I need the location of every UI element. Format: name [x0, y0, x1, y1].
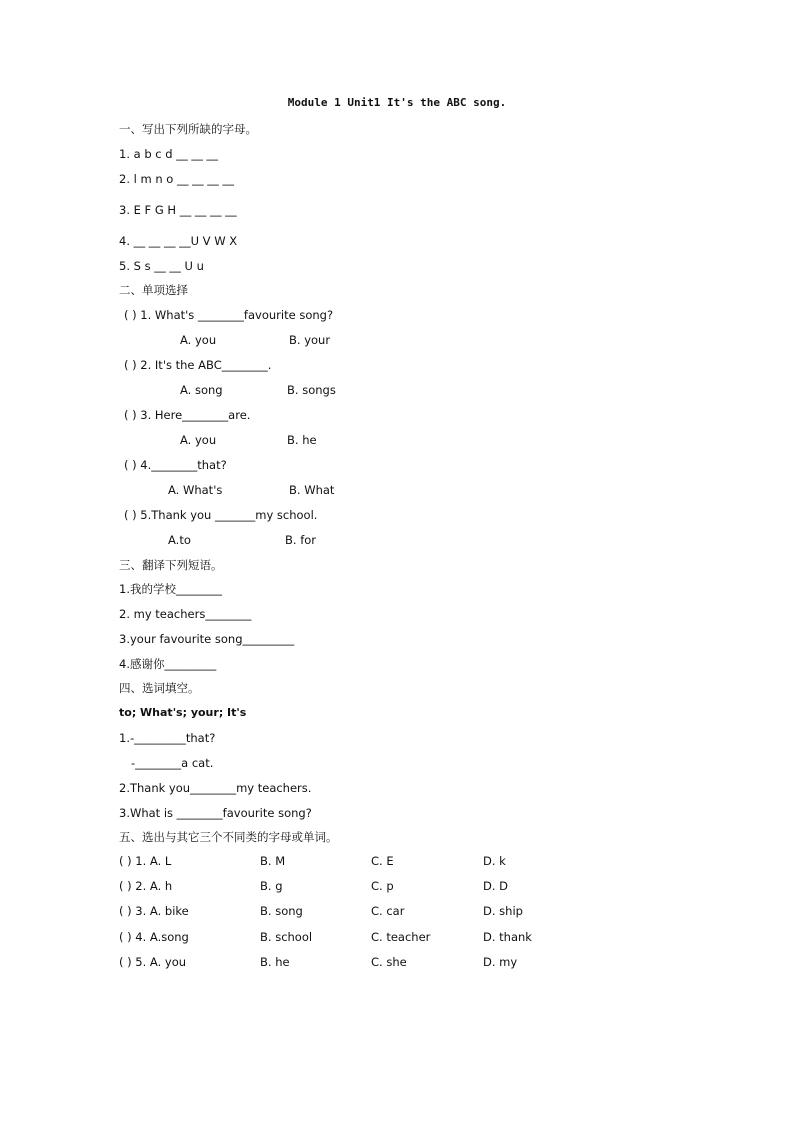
s2-q3-option-a: A. you — [180, 433, 217, 447]
section3-heading: 三、翻译下列短语。 — [119, 558, 223, 572]
s5-row4-option-c: C. teacher — [371, 930, 431, 944]
s2-q4-option-a: A. What's — [168, 483, 223, 497]
s5-row1-option-c: C. E — [371, 854, 394, 868]
s3-question-3: 3.your favourite song_________ — [119, 632, 295, 646]
s5-row3-option-c: C. car — [371, 904, 405, 918]
s3-question-1: 1.我的学校________ — [119, 582, 222, 596]
s3-question-2: 2. my teachers________ — [119, 607, 252, 621]
s5-row1-option-d: D. k — [483, 854, 506, 868]
s2-q4-option-b: B. What — [289, 483, 335, 497]
s5-row2-option-d: D. D — [483, 879, 509, 893]
s4-word-bank: to; What's; your; It's — [119, 706, 247, 719]
s5-row5-option-b: B. he — [260, 955, 290, 969]
s1-question-2: 2. l m n o __ __ __ __ — [119, 172, 234, 186]
s2-q5-option-a: A.to — [168, 533, 191, 547]
s5-row5-option-c: C. she — [371, 955, 407, 969]
s2-q1-option-a: A. you — [180, 333, 217, 347]
s5-row1-option-b: B. M — [260, 854, 286, 868]
section4-heading: 四、选词填空。 — [119, 681, 200, 695]
s5-row5-option-a: ( ) 5. A. you — [119, 955, 187, 969]
section2-heading: 二、单项选择 — [119, 283, 188, 297]
s4-question-2: 2.Thank you________my teachers. — [119, 781, 312, 795]
s5-row5-option-d: D. my — [483, 955, 518, 969]
s5-row2-option-a: ( ) 2. A. h — [119, 879, 173, 893]
section5-heading: 五、选出与其它三个不同类的字母或单词。 — [119, 830, 338, 844]
s2-q3-option-b: B. he — [287, 433, 317, 447]
s5-row4-option-a: ( ) 4. A.song — [119, 930, 189, 944]
s2-q2-option-b: B. songs — [287, 383, 336, 397]
s2-question-1: ( ) 1. What's ________favourite song? — [124, 308, 334, 322]
s2-q2-option-a: A. song — [180, 383, 223, 397]
s5-row3-option-a: ( ) 3. A. bike — [119, 904, 189, 918]
s4-question-1-reply: -________a cat. — [131, 756, 214, 770]
s5-row4-option-d: D. thank — [483, 930, 532, 944]
s5-row4-option-b: B. school — [260, 930, 313, 944]
s1-question-5: 5. S s __ __ U u — [119, 259, 204, 273]
s2-q5-option-b: B. for — [285, 533, 317, 547]
s1-question-1: 1. a b c d __ __ __ — [119, 147, 219, 161]
s2-q1-option-b: B. your — [289, 333, 331, 347]
s5-row3-option-b: B. song — [260, 904, 303, 918]
s2-question-3: ( ) 3. Here________are. — [124, 408, 251, 422]
s1-question-3: 3. E F G H __ __ __ __ — [119, 203, 237, 217]
s5-row2-option-b: B. g — [260, 879, 283, 893]
s2-question-5: ( ) 5.Thank you _______my school. — [124, 508, 318, 522]
s3-question-4: 4.感谢你_________ — [119, 657, 217, 671]
s4-question-3: 3.What is ________favourite song? — [119, 806, 312, 820]
s1-question-4: 4. __ __ __ __U V W X — [119, 234, 238, 248]
s4-question-1: 1.-_________that? — [119, 731, 216, 745]
s2-question-4: ( ) 4.________that? — [124, 458, 227, 472]
s5-row1-option-a: ( ) 1. A. L — [119, 854, 172, 868]
s2-question-2: ( ) 2. It's the ABC________. — [124, 358, 272, 372]
page-title: Module 1 Unit1 It's the ABC song. — [287, 96, 507, 109]
s5-row3-option-d: D. ship — [483, 904, 523, 918]
s5-row2-option-c: C. p — [371, 879, 394, 893]
section1-heading: 一、写出下列所缺的字母。 — [119, 122, 257, 136]
